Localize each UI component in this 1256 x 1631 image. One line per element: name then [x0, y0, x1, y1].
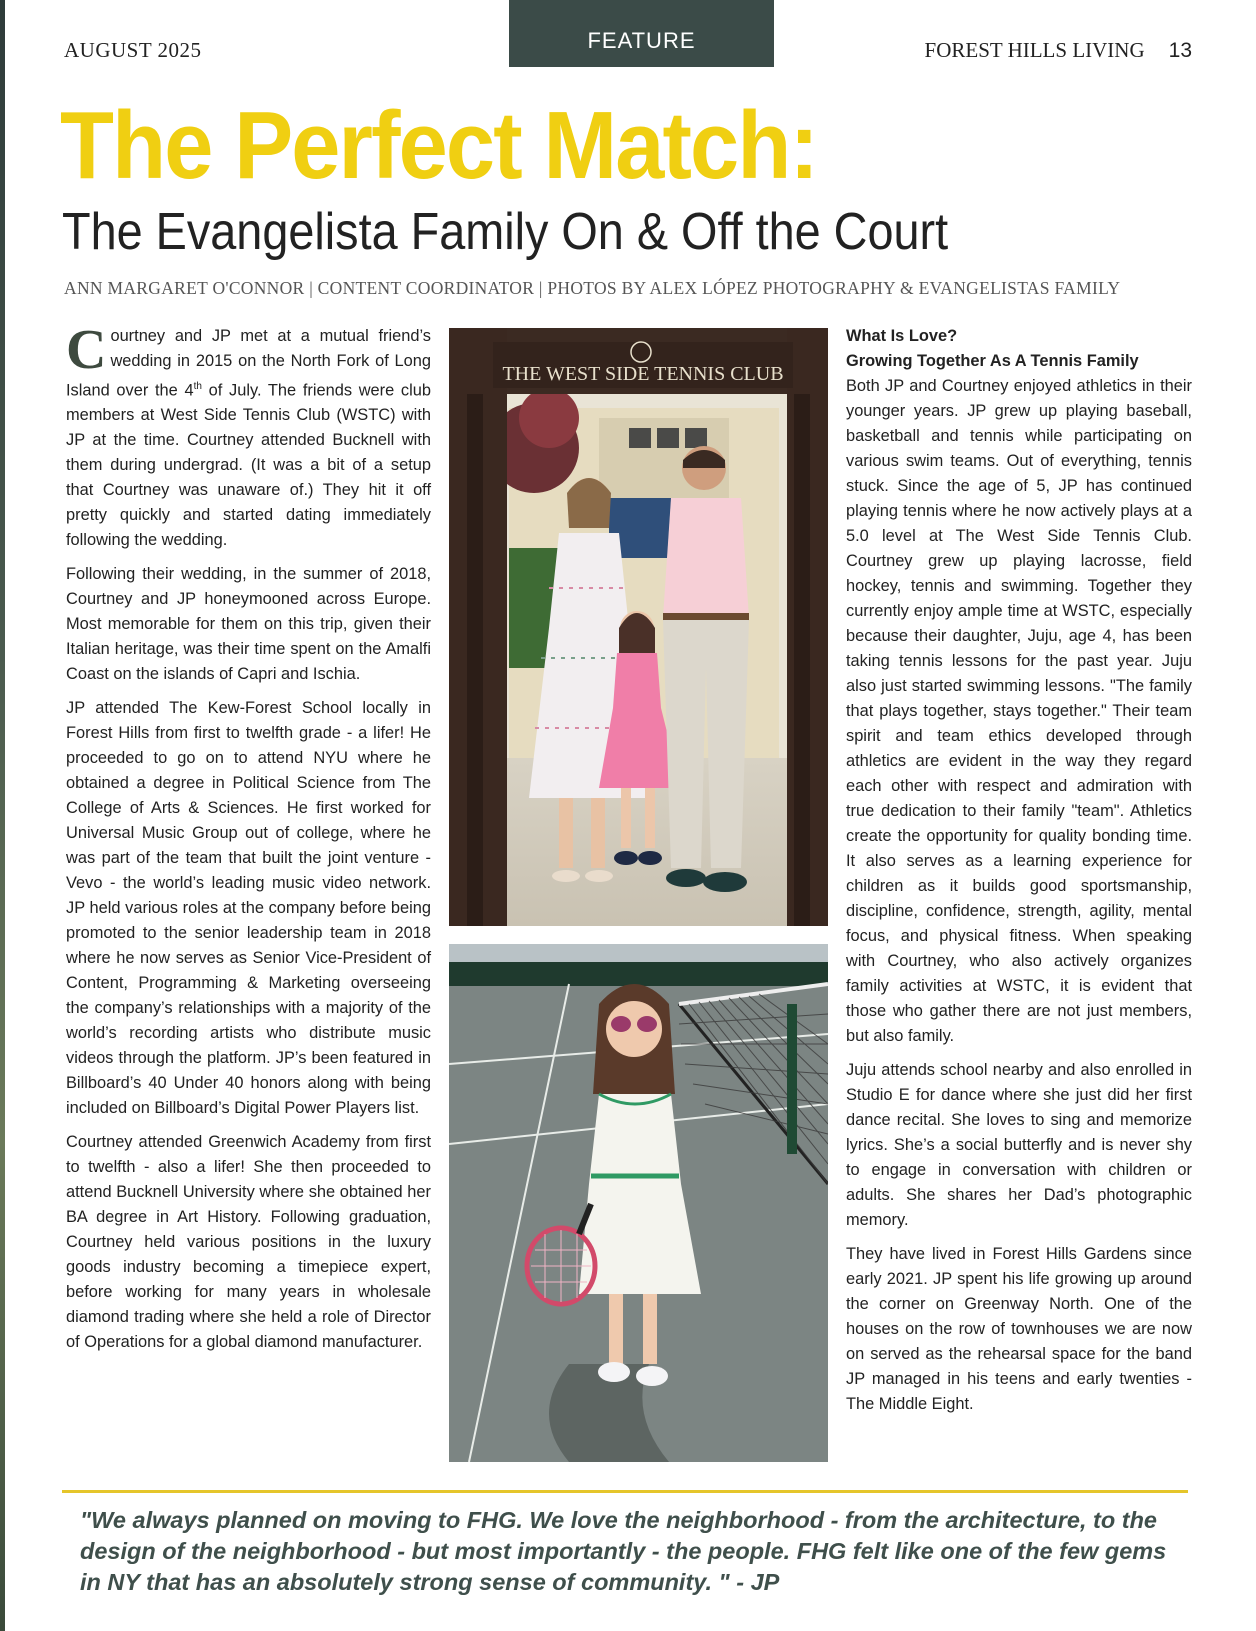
family-photo	[449, 328, 828, 926]
section-title-tennis-family: Growing Together As A Tennis Family	[846, 352, 1139, 370]
issue-date: AUGUST 2025	[64, 38, 202, 62]
drop-cap: C	[66, 319, 107, 381]
paragraph-1	[66, 319, 432, 553]
article-subtitle: The Evangelista Family On & Off the Court	[62, 203, 949, 261]
right-column	[846, 324, 1192, 1426]
pull-quote-divider	[62, 1490, 1188, 1493]
paragraph-1-text-b: of July. The friends were club members at West Side Tennis Club (WSTC) with JP at the time. Courtney attended Bucknell with them during undergrad. (It was a bit of a setup that Courtney was unaware of.) They hit it off pretty quickly and started dating immediately following the wedding.	[66, 381, 432, 550]
publication-name: FOREST HILLS LIVING	[924, 38, 1145, 62]
tennis-club-sign: THE WEST SIDE TENNIS CLUB	[502, 363, 784, 385]
paragraph-3: JP attended The Kew-Forest School locally in Forest Hills from first to twelfth grade - a lifer! He proceeded to go on to attend NYU where he obtained a degree in Political Science from The College of Arts & Sciences. He first worked for Universal Music Group out of college, where he was part of the team that built the joint venture - Vevo - the world’s leading music video network. JP held various roles at the company before being promoted to the senior leadership team in 2018 where he now serves as Senior Vice-President of Content, Programming & Marketing overseeing the company’s relationships with a majority of the world’s recording artists who distribute music videos through the platform. JP’s been featured in Billboard’s 40 Under 40 honors along with being included on Billboard’s Digital Power Players list.	[66, 699, 431, 1118]
article-title: The Perfect Match:	[60, 92, 818, 199]
left-column	[66, 319, 432, 1364]
paragraph-1-text: ourtney and JP met at a mutual friend’s wedding in 2015 on the North Fork of Long Island over the 4	[66, 327, 431, 400]
paragraph-2: Following their wedding, in the summer of 2018, Courtney and JP honeymooned across Europe. Most memorable for them on this trip, given their Italian heritage, was their time spent on the Amalfi Coast on the islands of Capri and Ischia.	[66, 565, 431, 684]
paragraph-4: Courtney attended Greenwich Academy from first to twelfth - also a lifer! She then proceeded to attend Bucknell University where she obtained her BA degree in Art History. Following graduation, Courtney held various positions in the luxury goods industry becoming a timepiece expert, before working for many years in wholesale diamond trading where she held a role of Director of Operations for a global diamond manufacturer.	[66, 1133, 431, 1352]
pull-quote: "We always planned on moving to FHG. We love the neighborhood - from the architecture, to the design of the neighborhood - but most importantly - the people. FHG felt like one of the few gems in NY that has an absolutely strong sense of community. " - JP	[80, 1507, 1167, 1595]
ordinal-suffix: th	[193, 381, 202, 392]
family-photo-illustration	[449, 328, 828, 926]
article-byline: ANN MARGARET O'CONNOR | CONTENT COORDINATOR | PHOTOS BY ALEX LÓPEZ PHOTOGRAPHY & EVANGELISTAS FAMILY	[64, 278, 1121, 298]
paragraph-5: Both JP and Courtney enjoyed athletics in their younger years. JP grew up playing baseball, basketball and tennis while participating on various swim teams. Out of everything, tennis stuck. Since the age of 5, JP has continued playing tennis where he now actively plays at a 5.0 level at The West Side Tennis Club. Courtney grew up playing lacrosse, field hockey, tennis and swimming. Together they currently enjoy ample time at WSTC, especially because their daughter, Juju, age 4, has been taking tennis lessons for the past year. Juju also just started swimming lessons. "The family that plays together, stays together." Their team spirit and team ethics developed through athletics are evident in the way they regard each other with respect and admiration with true dedication to their family "team". Athletics create the opportunity for quality bonding time. It also serves as a learning experience for children as it builds good sportsmanship, discipline, confidence, strength, agility, mental focus, and physical fitness. When speaking with Courtney, who also actively organizes family activities at WSTC, it is evident that those who gather there are not just members, but also family.	[846, 377, 1192, 1045]
paragraph-6: Juju attends school nearby and also enrolled in Studio E for dance where she just did her first dance recital. She loves to sing and memorize lyrics. She’s a social butterfly and is never shy to engage in conversation with children or adults. She shares her Dad’s photographic memory.	[846, 1061, 1192, 1229]
section-title-what-is-love: What Is Love?	[846, 327, 958, 345]
page-number: 13	[1168, 39, 1192, 62]
publication-header	[925, 38, 1192, 63]
girl-tennis-illustration	[449, 944, 828, 1462]
page-edge-strip	[0, 0, 5, 1631]
girl-tennis-photo	[449, 944, 828, 1462]
paragraph-7: They have lived in Forest Hills Gardens since early 2021. JP spent his life growing up around the corner on Greenway North. One of the houses on the row of townhouses we are now on served as the rehearsal space for the band JP managed in his teens and early twenties - The Middle Eight.	[846, 1245, 1192, 1413]
section-tab: FEATURE	[509, 0, 774, 67]
